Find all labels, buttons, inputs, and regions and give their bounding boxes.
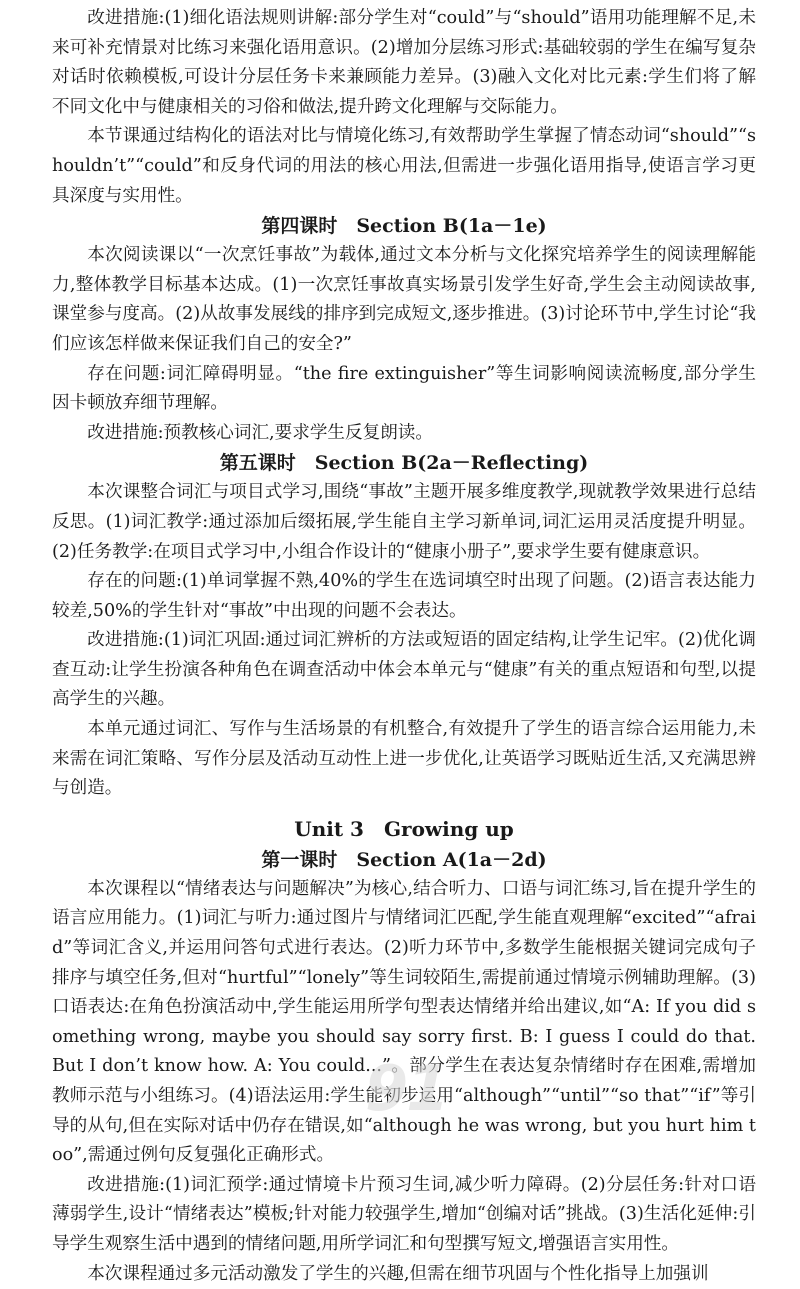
paragraph: 本次课程通过多元活动激发了学生的兴趣,但需在细节巩固与个性化指导上加强训 (87, 1263, 709, 1284)
lesson-5-heading: 第五课时 Section B(2a－Reflecting) (219, 452, 589, 475)
paragraph: 改进措施:预教核心词汇,要求学生反复朗读。 (87, 422, 433, 443)
page-number: 91 (365, 1052, 448, 1125)
paragraph: 改进措施:(1)词汇巩固:通过词汇辨析的方法或短语的固定结构,让学生记牢。(2)优化调查互动:让学生扮演各种角色在调查活动中体会本单元与“健康”有关的重点短语和句型,以提高学生的兴趣。 (52, 630, 756, 710)
paragraph: 本次课整合词汇与项目式学习,围绕“事故”主题开展多维度教学,现就教学效果进行总结反思。(1)词汇教学:通过添加后缀拓展,学生能自主学习新单词,词汇运用灵活度提升明显。(2)任务教学:在项目式学习中,小组合作设计的“健康小册子”,要求学生要有健康意识。 (52, 482, 756, 562)
paragraph: 存在的问题:(1)单词掌握不熟,40%的学生在选词填空时出现了问题。(2)语言表达能力较差,50%的学生针对“事故”中出现的问题不会表达。 (52, 571, 756, 621)
paragraph: 改进措施:(1)细化语法规则讲解:部分学生对“could”与“should”语用功能理解不足,未来可补充情景对比练习来强化语用意识。(2)增加分层练习形式:基础较弱的学生在编写复杂对话时依赖模板,可设计分层任务卡来兼顾能力差异。(3)融入文化对比元素:学生们将了解不同文化中与健康相关的习俗和做法,提升跨文化理解与交际能力。 (52, 8, 756, 117)
paragraph: 本单元通过词汇、写作与生活场景的有机整合,有效提升了学生的语言综合运用能力,未来需在词汇策略、写作分层及活动互动性上进一步优化,让英语学习既贴近生活,又充满思辨与创造。 (52, 719, 756, 799)
paragraph: 本次阅读课以“一次烹饪事故”为载体,通过文本分析与文化探究培养学生的阅读理解能力,整体教学目标基本达成。(1)一次烹饪事故真实场景引发学生好奇,学生会主动阅读故事,课堂参与度高。(2)从故事发展线的排序到完成短文,逐步推进。(3)讨论环节中,学生讨论“我们应该怎样做来保证我们自己的安全?” (52, 245, 756, 354)
lesson-4-heading: 第四课时 Section B(1a－1e) (261, 215, 547, 238)
paragraph: 本次课程以“情绪表达与问题解决”为核心,结合听力、口语与词汇练习,旨在提升学生的语言应用能力。(1)词汇与听力:通过图片与情绪词汇匹配,学生能直观理解“excited”“afraid”等词汇含义,并运用问答句式进行表达。(2)听力环节中,多数学生能根据关键词完成句子排序与填空任务,但对“hurtful”“lonely”等生词较陌生,需提前通过情境示例辅助理解。(3)口语表达:在角色扮演活动中,学生能运用所学句型表达情绪并给出建议,如“A: If you did something wrong, maybe you should say sorry first. B: I guess I could do that. But I don’t know how. A: You could...”。部分学生在表达复杂情绪时存在困难,需增加教师示范与小组练习。(4)语法运用:学生能初步运用“although”“until”“so that”“if”等引导的从句,但在实际对话中仍存在错误,如“although he was wrong, but you hurt him too”,需通过例句反复强化正确形式。 (52, 878, 756, 1166)
unit-3-lesson-1-heading: 第一课时 Section A(1a－2d) (261, 848, 547, 871)
paragraph: 存在问题:词汇障碍明显。“the fire extinguisher”等生词影响阅读流畅度,部分学生因卡顿放弃细节理解。 (52, 363, 756, 414)
unit-title: Unit 3 Growing up (294, 816, 514, 841)
paragraph: 本节课通过结构化的语法对比与情境化练习,有效帮助学生掌握了情态动词“should”“shouldn’t”“could”和反身代词的用法的核心用法,但需进一步强化语用指导,使语言学习更具深度与实用性。 (52, 126, 756, 206)
paragraph: 改进措施:(1)词汇预学:通过情境卡片预习生词,减少听力障碍。(2)分层任务:针对口语薄弱学生,设计“情绪表达”模板;针对能力较强学生,增加“创编对话”挑战。(3)生活化延伸:引导学生观察生活中遇到的情绪问题,用所学词汇和句型撰写短文,增强语言实用性。 (52, 1174, 756, 1254)
